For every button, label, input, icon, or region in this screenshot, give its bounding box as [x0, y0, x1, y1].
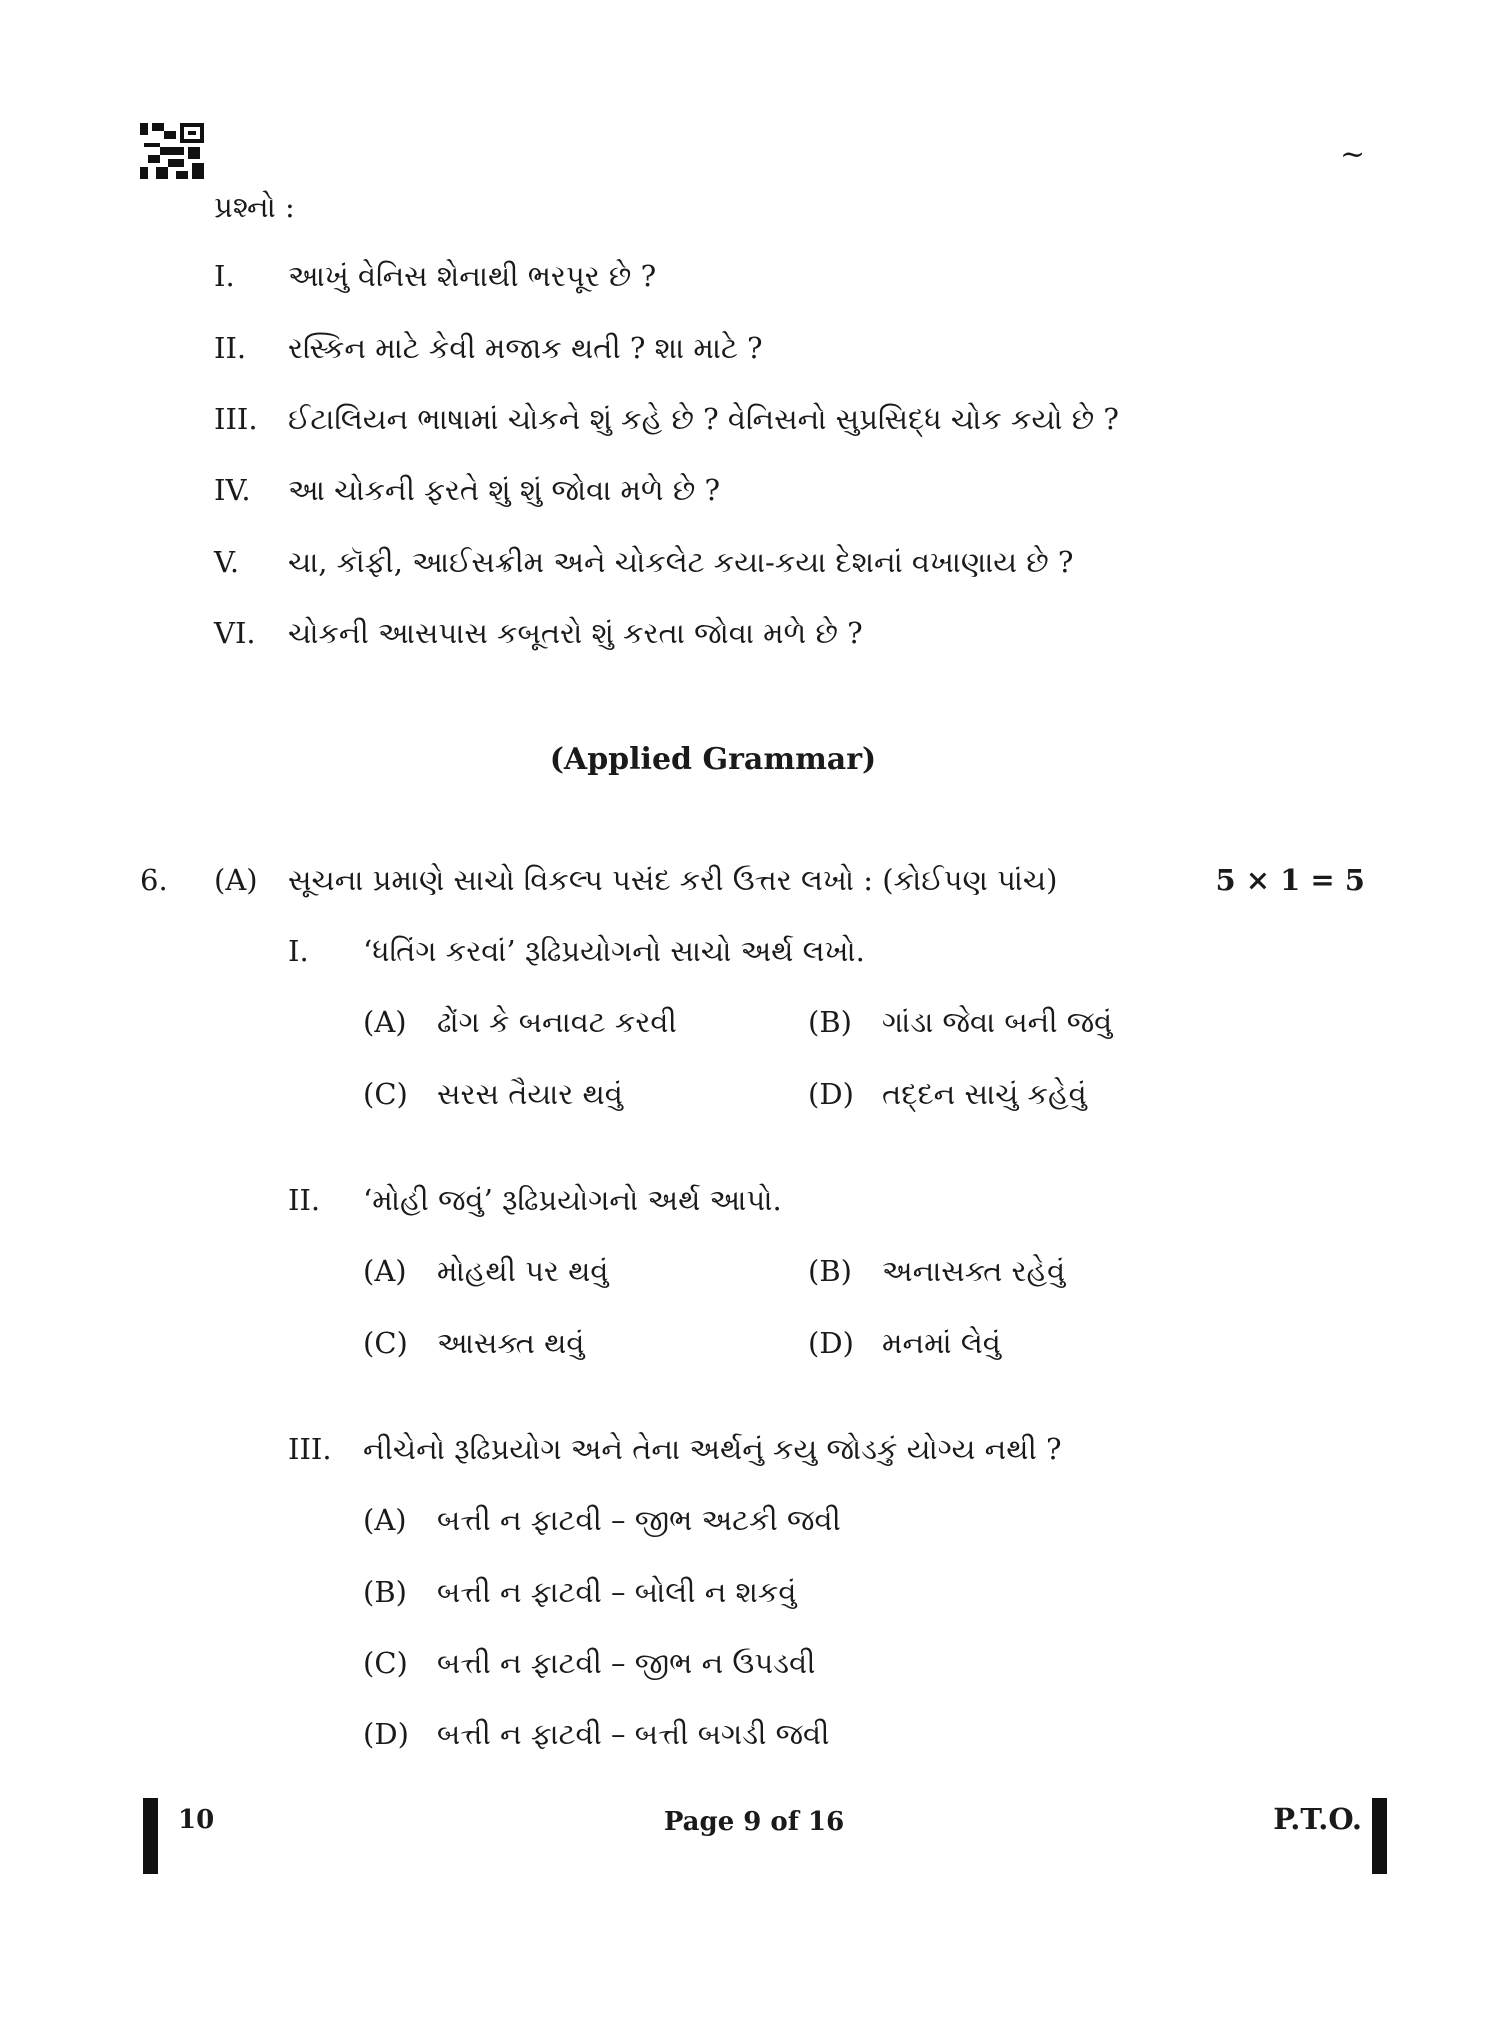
option-label: (D) — [808, 1326, 854, 1360]
option-label: (D) — [363, 1717, 409, 1751]
option-text: બત્તી ન ફાટવી – બોલી ન શકવું — [437, 1575, 797, 1609]
option-label: (B) — [808, 1254, 852, 1288]
q6-marks: 5 × 1 = 5 — [1215, 863, 1365, 897]
question-number: VI. — [214, 616, 256, 650]
question-text: ઈટાલિયન ભાષામાં ચોકને શું કહે છે ? વેનિસનો સુપ્રસિદ્ધ ચોક કયો છે ? — [288, 402, 1119, 436]
option-text: ગાંડા જેવા બની જવું — [882, 1005, 1113, 1039]
footer-pto: P.T.O. — [1273, 1802, 1362, 1836]
option-text: મોહથી પર થવું — [437, 1254, 609, 1288]
sub-question-number: III. — [288, 1432, 332, 1466]
option-text: અનાસક્ત રહેવું — [882, 1254, 1066, 1288]
option-label: (A) — [363, 1254, 407, 1288]
question-text: આખું વેનિસ શેનાથી ભરપૂર છે ? — [288, 259, 657, 293]
right-margin-bar — [1372, 1798, 1387, 1874]
option-label: (D) — [808, 1077, 854, 1111]
option-text: બત્તી ન ફાટવી – બત્તી બગડી જવી — [437, 1717, 830, 1751]
option-text: આસક્ત થવું — [437, 1326, 585, 1360]
sub-question-text: ‘મોહી જવું’ રૂઢિપ્રયોગનો અર્થ આપો. — [363, 1183, 782, 1217]
option-text: સરસ તૈયાર થવું — [437, 1077, 623, 1111]
question-text: આ ચોકની ફરતે શું શું જોવા મળે છે ? — [288, 473, 721, 507]
option-label: (B) — [363, 1575, 407, 1609]
q6-number: 6. — [140, 863, 168, 897]
question-text: ચા, કૉફી, આઈસક્રીમ અને ચોકલેટ કયા-કયા દેશનાં વખાણાય છે ? — [288, 545, 1074, 579]
question-text: ચોકની આસપાસ કબૂતરો શું કરતા જોવા મળે છે ? — [288, 616, 863, 650]
corner-mark: ~ — [1340, 137, 1366, 172]
question-text: રસ્કિન માટે કેવી મજાક થતી ? શા માટે ? — [288, 331, 763, 365]
sub-question-text: ‘ધતિંગ કરવાં’ રૂઢિપ્રયોગનો સાચો અર્થ લખો. — [363, 934, 865, 968]
questions-heading: પ્રશ્નો : — [214, 190, 295, 224]
footer-page: Page 9 of 16 — [663, 1807, 845, 1837]
option-label: (C) — [363, 1326, 408, 1360]
option-text: બત્તી ન ફાટવી – જીભ ન ઉપડવી — [437, 1646, 816, 1680]
option-label: (B) — [808, 1005, 852, 1039]
section-title: (Applied Grammar) — [549, 742, 877, 777]
option-label: (A) — [363, 1005, 407, 1039]
option-text: મનમાં લેવું — [882, 1326, 1001, 1360]
left-margin-bar — [143, 1798, 158, 1874]
question-number: III. — [214, 402, 258, 436]
sub-question-number: I. — [288, 934, 309, 968]
footer-code: 10 — [178, 1805, 215, 1835]
q6-part: (A) — [214, 863, 258, 897]
question-number: I. — [214, 259, 235, 293]
sub-question-text: નીચેનો રૂઢિપ્રયોગ અને તેના અર્થનું કયુ જોડકું યોગ્ય નથી ? — [363, 1432, 1062, 1466]
question-number: V. — [214, 545, 240, 579]
option-text: ઢોંગ કે બનાવટ કરવી — [437, 1005, 677, 1039]
option-text: તદ્દન સાચું કહેવું — [882, 1077, 1087, 1111]
option-label: (C) — [363, 1646, 408, 1680]
sub-question-number: II. — [288, 1183, 321, 1217]
question-number: IV. — [214, 473, 251, 507]
option-text: બત્તી ન ફાટવી – જીભ અટકી જવી — [437, 1503, 841, 1537]
option-label: (A) — [363, 1503, 407, 1537]
q6-instruction: સૂચના પ્રમાણે સાચો વિકલ્પ પસંદ કરી ઉત્તર લખો : (કોઈપણ પાંચ) — [288, 863, 1058, 897]
qr-code-icon — [140, 123, 204, 183]
option-label: (C) — [363, 1077, 408, 1111]
question-number: II. — [214, 331, 247, 365]
